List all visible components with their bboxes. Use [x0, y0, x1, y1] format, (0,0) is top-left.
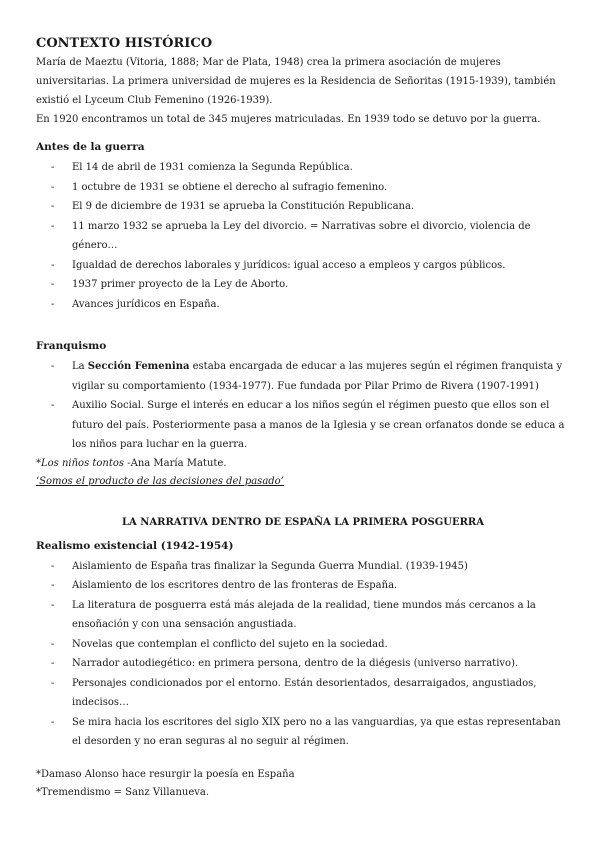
list-item: - La literatura de posguerra está más alejada de la realidad, tiene mundos más cercanos a la ensoñación y con una sensación angustiada.: [36, 596, 570, 635]
franquismo-list: [36, 357, 570, 455]
footnote: *Damaso Alonso hace resurgir la poesía en España: [36, 768, 295, 780]
list-item: - Igualdad de derechos laborales y jurídicos: igual acceso a empleos y cargos públicos.: [36, 256, 570, 276]
realismo-list: [36, 557, 570, 752]
list-item: - 1937 primer proyecto de la Ley de Aborto.: [36, 275, 570, 295]
list-item: - Personajes condicionados por el entorno. Están desorientados, desarraigados, angustiados, indecisos…: [36, 674, 570, 713]
section-antes-heading: Antes de la guerra: [36, 141, 145, 153]
list-item: - Auxilio Social. Surge el interés en educar a los niños según el régimen puesto que ellos son el futuro del país. Posteriormente pasa a manos de la Iglesia y se crean orfanatos donde se educa a los niños para luchar en la guerra.: [36, 396, 570, 455]
list-item: - Avances jurídicos en España.: [36, 295, 570, 315]
footnote: *Tremendismo = Sanz Villanueva.: [36, 786, 210, 798]
list-item: - El 9 de diciembre de 1931 se aprueba la Constitución Republicana.: [36, 197, 570, 217]
list-item: - El 14 de abril de 1931 comienza la Segunda República.: [36, 158, 570, 178]
intro-paragraph-2: En 1920 encontramos un total de 345 mujeres matriculadas. En 1939 todo se detuvo por la guerra.: [36, 114, 541, 125]
section-franquismo-heading: Franquismo: [36, 340, 107, 352]
antes-list: [36, 158, 570, 314]
spacer: [36, 752, 570, 766]
list-item: - Aislamiento de los escritores dentro de las fronteras de España.: [36, 576, 570, 596]
list-item: - Novelas que contemplan el conflicto del sujeto en la sociedad.: [36, 635, 570, 655]
list-item: - Narrador autodiegético: en primera persona, dentro de la diégesis (universo narrativo).: [36, 654, 570, 674]
text-run: La: [72, 361, 88, 372]
note-star: *: [36, 457, 41, 469]
section-realismo-heading: Realismo existencial (1942-1954): [36, 539, 234, 552]
seccion-femenina-bold: Sección Femenina: [87, 361, 190, 372]
text-run: estaba encargada de educar a las mujeres según el régimen franquista y vigilar su comportamiento (1934-1977). Fue fundada por Pilar Primo de Rivera (1907-1991): [72, 361, 563, 392]
matute-note: [36, 455, 570, 473]
narrativa-heading: LA NARRATIVA DENTRO DE ESPAÑA LA PRIMERA POSGUERRA: [121, 516, 484, 528]
list-item: [36, 357, 570, 396]
book-title: Los niños tontos: [41, 457, 125, 469]
list-item: - 11 marzo 1932 se aprueba la Ley del divorcio. = Narrativas sobre el divorcio, violencia de género…: [36, 217, 570, 256]
intro-paragraph-1: María de Maeztu (Vitoria, 1888; Mar de Plata, 1948) crea la primera asociación de mujeres universitarias. La primera universidad de mujeres es la Residencia de Señoritas (1915-1939), también existió el Lyceum Club Femenino (1926-1939).: [36, 57, 556, 106]
page-title: CONTEXTO HISTÓRICO: [36, 36, 213, 51]
list-item: - Aislamiento de España tras finalizar la Segunda Guerra Mundial. (1939-1945): [36, 557, 570, 577]
list-item: - 1 octubre de 1931 se obtiene el derecho al sufragio femenino.: [36, 178, 570, 198]
spacer: [36, 314, 570, 328]
list-item: - Se mira hacia los escritores del siglo XIX pero no a las vanguardias, ya que estas representaban el desorden y no eran seguras al no seguir al régimen.: [36, 713, 570, 752]
note-author: -Ana María Matute.: [124, 457, 227, 469]
quote-line: ‘Somos el producto de las decisiones del pasado’: [36, 475, 284, 487]
